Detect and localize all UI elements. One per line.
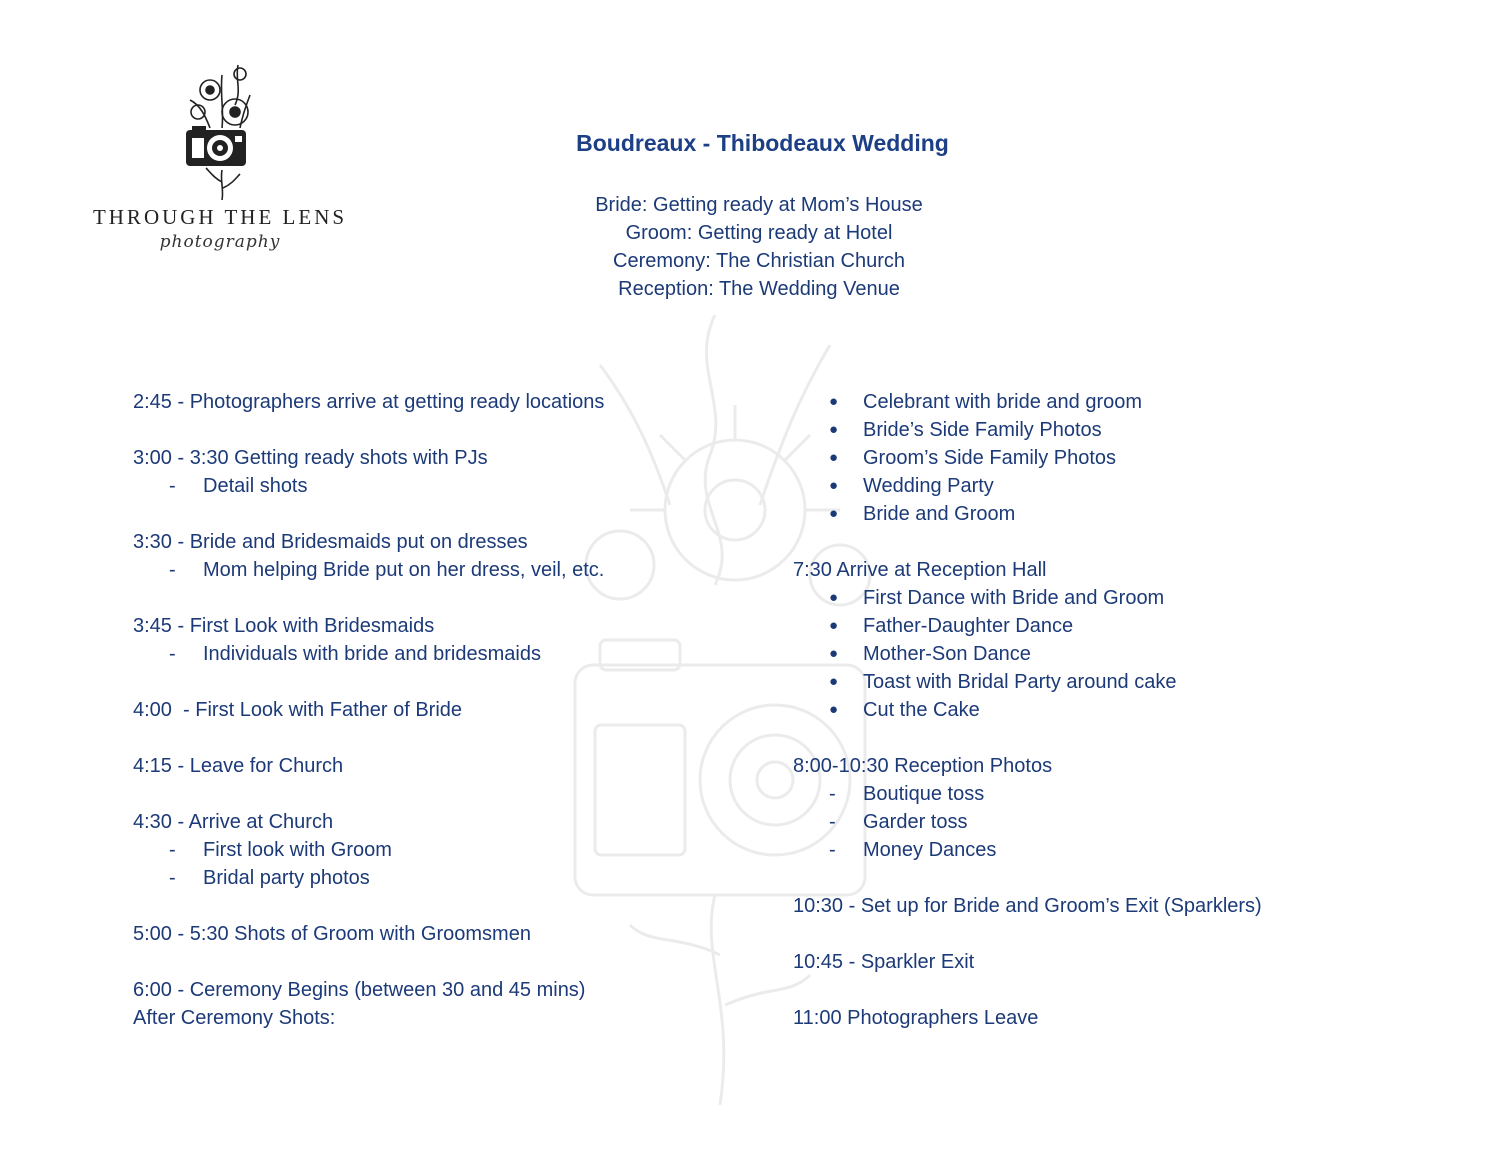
dash-marker: - xyxy=(829,839,836,861)
bullet-item: ● Cut the Cake xyxy=(793,696,1353,724)
venue-ceremony: Ceremony: The Christian Church xyxy=(613,250,905,272)
bullet-marker: ● xyxy=(829,645,839,662)
timeline-heading: 3:00 - 3:30 Getting ready shots with PJs xyxy=(133,447,488,469)
venue-bride: Bride: Getting ready at Mom’s House xyxy=(595,194,923,216)
bullet-item: ● Father-Daughter Dance xyxy=(793,612,1353,640)
timeline-subitem: - Money Dances xyxy=(793,836,1353,864)
timeline-subheading: After Ceremony Shots: xyxy=(133,1007,336,1029)
timeline-right-column xyxy=(793,388,1353,1060)
timeline-heading: 5:00 - 5:30 Shots of Groom with Groomsmen xyxy=(133,923,531,945)
camera-flowers-icon xyxy=(180,60,265,205)
after-ceremony-list xyxy=(793,388,1353,528)
bullet-item: ● Bride’s Side Family Photos xyxy=(793,416,1353,444)
timeline-entry xyxy=(793,556,1353,724)
brand-name: THROUGH THE LENS xyxy=(92,205,348,229)
timeline-entry xyxy=(793,892,1353,920)
timeline-subitem: - Garder toss xyxy=(793,808,1353,836)
dash-marker: - xyxy=(169,839,176,861)
dash-marker: - xyxy=(169,643,176,665)
timeline-heading: 10:45 - Sparkler Exit xyxy=(793,951,975,973)
bullet-item: ● Groom’s Side Family Photos xyxy=(793,444,1353,472)
timeline-heading: 7:30 Arrive at Reception Hall xyxy=(793,559,1047,581)
brand-logo xyxy=(80,60,360,270)
bullet-marker: ● xyxy=(829,393,839,410)
bullet-item: ● Celebrant with bride and groom xyxy=(793,388,1353,416)
timeline-heading: 4:00 - First Look with Father of Bride xyxy=(133,699,463,721)
timeline-entry xyxy=(793,1004,1353,1032)
timeline-heading: 11:00 Photographers Leave xyxy=(793,1007,1039,1029)
dash-marker: - xyxy=(169,475,176,497)
venue-groom: Groom: Getting ready at Hotel xyxy=(625,222,893,244)
dash-marker: - xyxy=(829,783,836,805)
timeline-subitem: - Mom helping Bride put on her dress, veil, etc. xyxy=(133,556,733,584)
timeline-subitem: - Boutique toss xyxy=(793,780,1353,808)
timeline-heading: 3:30 - Bride and Bridesmaids put on dresses xyxy=(133,531,528,553)
bullet-marker: ● xyxy=(829,701,839,718)
venue-list xyxy=(460,191,1058,303)
bullet-marker: ● xyxy=(829,617,839,634)
timeline-entry xyxy=(133,752,733,780)
timeline-subitem: - Individuals with bride and bridesmaids xyxy=(133,640,733,668)
timeline-entry xyxy=(793,948,1353,976)
timeline-subitem: - First look with Groom xyxy=(133,836,733,864)
timeline-heading: 6:00 - Ceremony Begins (between 30 and 45 mins) xyxy=(133,979,586,1001)
page-title: Boudreaux - Thibodeaux Wedding xyxy=(576,130,949,156)
venue-reception: Reception: The Wedding Venue xyxy=(618,278,900,300)
bullet-marker: ● xyxy=(829,449,839,466)
timeline-entry xyxy=(133,808,733,892)
timeline-heading: 8:00-10:30 Reception Photos xyxy=(793,755,1053,777)
bullet-item: ● First Dance with Bride and Groom xyxy=(793,584,1353,612)
bullet-item: ● Toast with Bridal Party around cake xyxy=(793,668,1353,696)
timeline-heading: 4:30 - Arrive at Church xyxy=(133,811,334,833)
bullet-marker: ● xyxy=(829,589,839,606)
timeline-subitem: - Bridal party photos xyxy=(133,864,733,892)
timeline-heading: 10:30 - Set up for Bride and Groom’s Exit (Sparklers) xyxy=(793,895,1262,917)
timeline-entry xyxy=(793,752,1353,864)
bullet-item: ● Wedding Party xyxy=(793,472,1353,500)
timeline-subitem: - Detail shots xyxy=(133,472,733,500)
brand-tagline: photography xyxy=(159,232,281,252)
bullet-item: ● Mother-Son Dance xyxy=(793,640,1353,668)
timeline-heading: 3:45 - First Look with Bridesmaids xyxy=(133,615,435,637)
timeline-heading: 4:15 - Leave for Church xyxy=(133,755,344,777)
timeline-entry xyxy=(133,444,733,500)
bullet-marker: ● xyxy=(829,421,839,438)
timeline-entry xyxy=(133,612,733,668)
timeline-entry xyxy=(133,976,733,1032)
timeline-entry xyxy=(133,696,733,724)
timeline-heading: 2:45 - Photographers arrive at getting ready locations xyxy=(133,391,605,413)
dash-marker: - xyxy=(169,867,176,889)
bullet-marker: ● xyxy=(829,673,839,690)
bullet-item: ● Bride and Groom xyxy=(793,500,1353,528)
dash-marker: - xyxy=(169,559,176,581)
timeline-entry xyxy=(133,920,733,948)
timeline-entry xyxy=(133,388,733,416)
timeline-left-column xyxy=(133,388,733,1060)
timeline-entry xyxy=(133,528,733,584)
dash-marker: - xyxy=(829,811,836,833)
bullet-marker: ● xyxy=(829,505,839,522)
bullet-marker: ● xyxy=(829,477,839,494)
